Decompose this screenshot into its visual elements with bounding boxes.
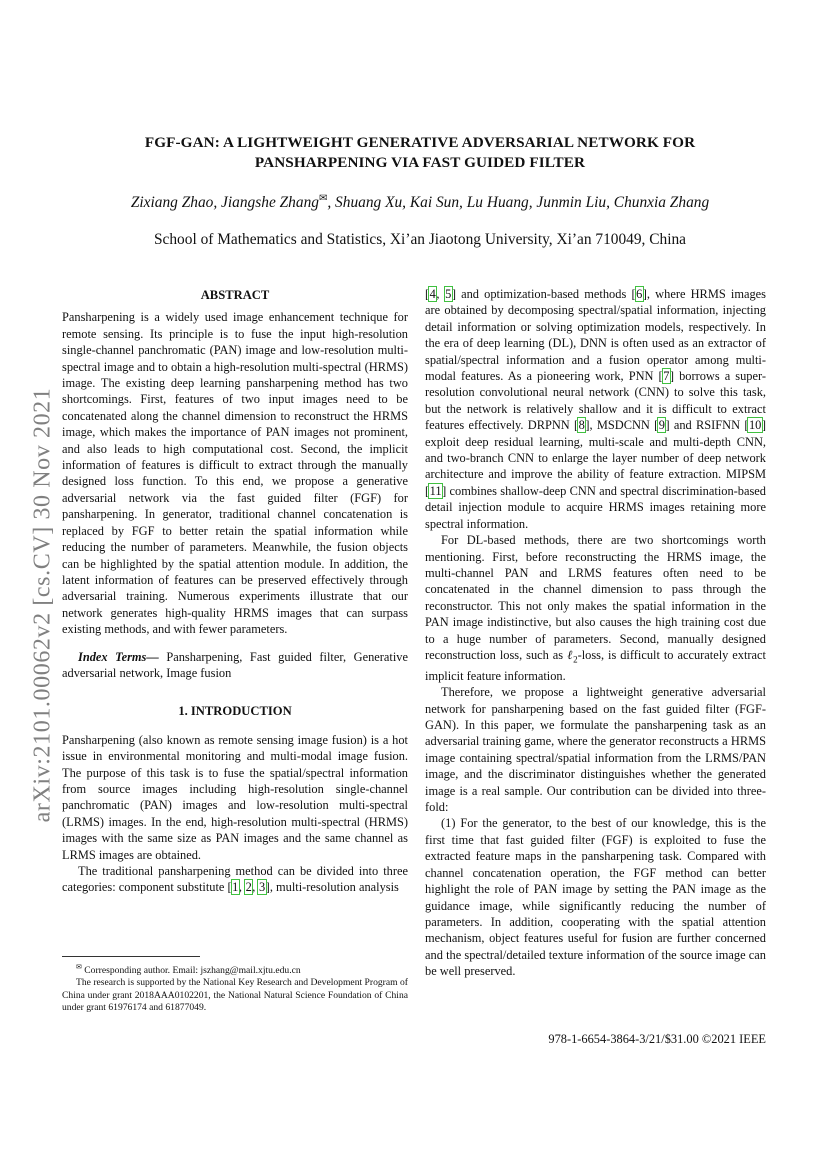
citation-link-2[interactable]: 2 xyxy=(245,880,252,895)
ell-symbol: ℓ xyxy=(567,647,574,662)
citation-link-1[interactable]: 1 xyxy=(232,880,239,895)
citation-link-4[interactable]: 4 xyxy=(429,287,436,301)
footnote xyxy=(62,956,408,1014)
affiliation: School of Mathematics and Statistics, Xi’an Jiaotong University, Xi’an 710049, China xyxy=(153,231,687,248)
citation-link-5[interactable]: 5 xyxy=(445,287,452,301)
right-column xyxy=(425,286,766,980)
intro-paragraph-2-start: The traditional pansharpening method can be divided into three categories: component substitute [1, 2, 3], multi-resolution analysis xyxy=(62,864,408,895)
intro-paragraph-3 xyxy=(425,532,766,684)
footnote-rule xyxy=(62,956,200,957)
arxiv-stamp xyxy=(28,360,58,850)
intro-paragraph-2-cont: [4, 5] and optimization-based methods [6], where HRMS images are obtained by decomposing spectral/spatial information, injecting detail information or solving optimization models, respectively. In the era of deep learning (DL), DNN is often used as an extractor of spatial/spectral information and a fusion operator among multi-modal features. As a pioneering work, PNN [7] borrows a super-resolution convolutional neural network (CNN) to solve this task, but the network is relatively shallow and it is difficult to extract features effectively. DRPNN [8], MSDCNN [9] and RSIFNN [10] exploit deep residual learning, multi-scale and multi-depth CNN, and two-branch CNN to enlarge the layer number of deep network architecture and improve the ability of feature extraction. MIPSM [11] combines shallow-deep CNN and spectral discrimination-based detail injection module to acquire HRMS images retaining more spectral information. xyxy=(425,287,766,531)
introduction-heading: 1. INTRODUCTION xyxy=(178,704,292,719)
paper-title xyxy=(90,133,750,173)
intro-p2-g: and RSIFNN xyxy=(669,418,745,433)
intro-p2-a: The traditional pansharpening method can be divided into three categories: component substitute xyxy=(62,864,408,895)
intro-p2-i: combines shallow-deep CNN and spectral discrimination-based detail injection module to acquire HRMS images retaining more spectral information. xyxy=(425,483,766,531)
abstract-heading: ABSTRACT xyxy=(200,288,270,302)
envelope-icon: ✉ xyxy=(318,193,328,204)
intro-p2-d: , where HRMS images are obtained by decomposing spectral/spatial information, injecting detail information or solving optimization models, respectively. In the era of deep learning (DL), DNN is often used as an extractor of spatial/spectral information and a fusion operator among multi-modal features. As a pioneering work, PNN xyxy=(425,287,766,384)
citation-link-10[interactable]: 10 xyxy=(748,418,762,433)
left-column xyxy=(62,287,408,896)
citation-link-7[interactable]: 7 xyxy=(663,369,670,384)
index-terms-text: Pansharpening, Fast guided filter, Generative adversarial network, Image fusion xyxy=(62,649,408,680)
intro-p2-f: , MSDCNN xyxy=(589,418,655,433)
title-line-1: FGF-GAN: A LIGHTWEIGHT GENERATIVE ADVERSARIAL NETWORK FOR xyxy=(144,134,696,151)
citation-link-3[interactable]: 3 xyxy=(258,880,266,895)
citation-link-8[interactable]: 8 xyxy=(578,418,585,433)
footnote-corresponding xyxy=(62,961,408,977)
authors-part-1: Zixiang Zhao, Jiangshe Zhang xyxy=(130,194,319,212)
intro-p2-c: and optimization-based methods xyxy=(455,287,632,301)
citation-link-9[interactable]: 9 xyxy=(658,418,665,433)
abstract-text: Pansharpening is a widely used image enhancement technique for remote sensing. Its principle is to fuse the input high-resolution single-channel panchromatic (PAN) image and low-resolution multi-spectral image and to obtain a high-resolution multi-spectral (HRMS) image. The existing deep learning pansharpening method has two shortcomings. First, features of two input images need to be concatenated along the channel dimension to reconstruct the HRMS image, which makes the importance of PAN images not prominent, and also leads to high computational cost. Second, the implicit information of features is difficult to extract through the manually designed loss function. To this end, we propose a generative adversarial network via the fast guided filter (FGF) for pansharpening. In generator, traditional channel concatenation is replaced by FGF to better retain the spatial information while reducing the number of parameters. Meanwhile, the fusion objects can be highlighted by the spatial attention module. In addition, the latent information of features can be preserved effectively through adversarial training. Numerous experiments illustrate that our network generates high-quality HRMS images that can surpass existing methods, and with fewer parameters. xyxy=(62,310,408,637)
arxiv-stamp-text: arXiv:2101.00062v2 [cs.CV] 30 Nov 2021 xyxy=(29,387,56,823)
index-terms xyxy=(62,649,408,682)
intro-p2-b: , multi-resolution analysis xyxy=(269,880,399,895)
intro-p2-h: exploit deep residual learning, multi-scale and multi-depth CNN, and two-branch CNN to enlarge the layer number of deep network architecture and improve the ability of feature extraction. MIPSM xyxy=(425,434,766,482)
intro-p3-b: -loss, is difficult to accurately extract implicit feature information. xyxy=(425,647,766,683)
footnote-funding: The research is supported by the National Key Research and Development Program of China under grant 2018AAA0102201, the National Natural Science Foundation of China under grant 61976174 and 61877049. xyxy=(62,977,408,1013)
authors-part-2: , Shuang Xu, Kai Sun, Lu Huang, Junmin Liu, Chunxia Zhang xyxy=(327,194,710,212)
intro-paragraph-1: Pansharpening (also known as remote sensing image fusion) is a hot issue in environmental monitoring and multi-modal image fusion. The purpose of this task is to fuse the spatial/spectral information from source images including high-resolution single-channel panchromatic (PAN) images and low-resolution multi-spectral (LRMS) images. In the end, high-resolution multi-spectral (HRMS) images with the same size as PAN images and the same channel as LRMS images are obtained. xyxy=(62,732,408,862)
author-list xyxy=(60,193,780,212)
intro-paragraph-5: (1) For the generator, to the best of our knowledge, this is the first time that fast guided filter (FGF) is exploited to fuse the extracted feature maps in the pansharpening task. Compared with channel concatenation operation, the FGF method can better highlight the role of PAN image by setting the PAN image as the guidance image, while significantly reducing the number of parameters. In addition, cooperating with the spatial attention mechanism, object features useful for fusion are further concerned and the spectral/detailed texture information of the source image can be well preserved. xyxy=(425,816,766,979)
copyright-notice: 978-1-6654-3864-3/21/$31.00 ©2021 IEEE xyxy=(548,1032,766,1046)
ell-subscript: 2 xyxy=(573,654,578,665)
intro-paragraph-4: Therefore, we propose a lightweight generative adversarial network for pansharpening based on the fast guided filter (FGF-GAN). In this paper, we formulate the pansharpening task as an adversarial training game, where the generator reconstructs a HRMS image containing spectral/spatial information from the LRMS/PAN image, and the discriminator distinguishes whether the generated image is a real sample. Our contribution can be divided into three-fold: xyxy=(425,685,766,815)
citation-link-6[interactable]: 6 xyxy=(636,287,643,301)
intro-p3-a: For DL-based methods, there are two shortcomings worth mentioning. First, before reconstructing the HRMS image, the multi-channel PAN and LRMS features often need to be concatenated in the channel dimension to pass through the reconstructor. This not only makes the spatial information in the PAN image indistinctive, but also causes the high training cost due to a huge number of parameters. Second, manually designed reconstruction loss, such as xyxy=(425,533,766,662)
envelope-icon-footnote: ✉ xyxy=(76,963,82,971)
title-line-2: PANSHARPENING VIA FAST GUIDED FILTER xyxy=(254,154,586,171)
citation-link-11[interactable]: 11 xyxy=(429,483,442,498)
footnote-email: Corresponding author. Email: jszhang@mail.xjtu.edu.cn xyxy=(81,965,301,977)
index-terms-label: Index Terms— xyxy=(78,649,159,664)
intro-p2-e: borrows a super-resolution convolutional neural network (CNN) to solve this task, but the network is relatively shallow and it is difficult to extract features effectively. DRPNN xyxy=(425,369,766,433)
